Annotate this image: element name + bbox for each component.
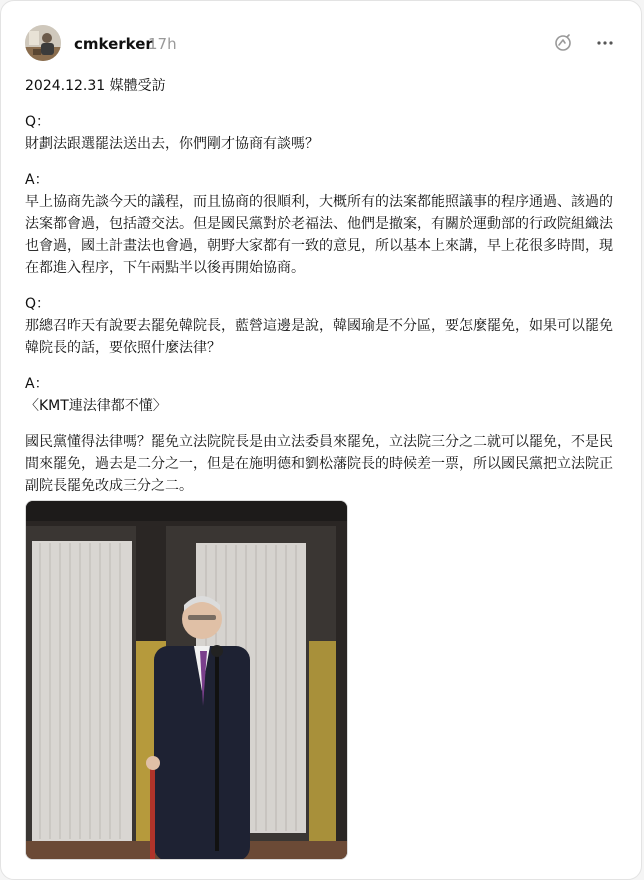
post-header — [25, 25, 617, 65]
photo-image — [26, 501, 348, 860]
question-1: Q： 財劃法跟選罷法送出去，你們剛才協商有談嗎？ — [25, 114, 319, 152]
answer-2-heading: A： 〈KMT連法律都不懂〉 — [25, 376, 167, 414]
answer-1: A： 早上協商先談今天的議程，而且協商的很順利，大概所有的法案都能照議事的程序通過、該過的法案都會過，包括證交法。但是國民黨對於老福法、他們是撤案，有關於運動部的行政院組織法也會過，國土計畫法也會過，朝野大家都有一致的意見，所以基本上來講，早上花很多時間，現在都進入程序，下午兩點半以後再開始協商。 — [25, 172, 613, 276]
post-body — [25, 75, 619, 533]
username[interactable]: cmkerker — [74, 35, 153, 53]
answer-2-body: 國民黨懂得法律嗎？罷免立法院院長是由立法委員來罷免，立法院三分之二就可以罷免，不是民間來罷免，過去是二分之一，但是在施明德和劉松藩院長的時候差一票，所以國民黨把立法院正副院長罷免改成三分之二。 — [25, 434, 613, 494]
avatar[interactable] — [25, 25, 61, 61]
avatar-image — [25, 25, 61, 61]
question-2: Q： 那總召昨天有說要去罷免韓院長，藍營這邊是說，韓國瑜是不分區，要怎麼罷免，如果可以罷免韓院長的話，要依照什麼法律？ — [25, 296, 613, 356]
post-time[interactable]: 17h — [148, 35, 177, 53]
translate-icon[interactable] — [553, 33, 573, 53]
more-icon[interactable] — [595, 33, 615, 53]
post-date-line: 2024.12.31 媒體受訪 — [25, 78, 166, 94]
post-photo[interactable] — [25, 500, 348, 860]
